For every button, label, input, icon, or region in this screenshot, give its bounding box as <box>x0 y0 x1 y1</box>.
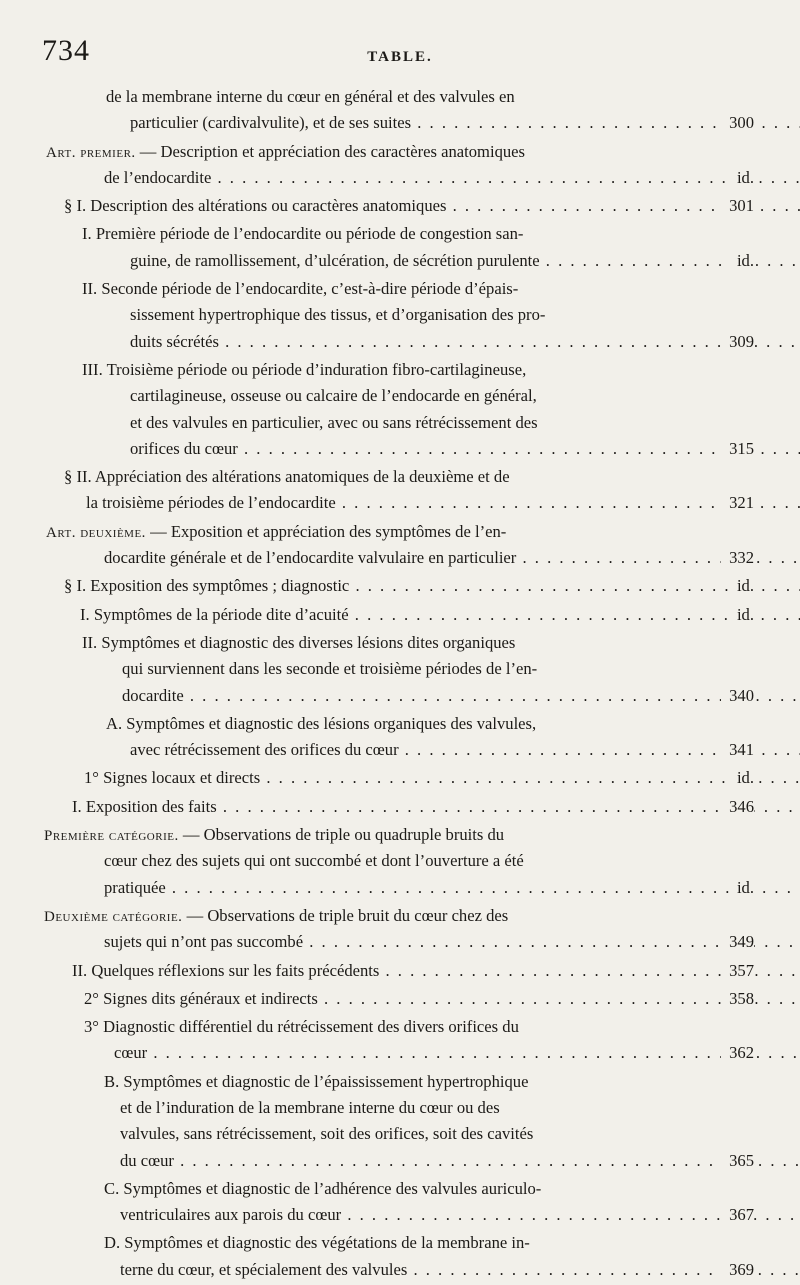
toc-entry <box>0 958 800 984</box>
toc-line-text: II. Symptômes et diagnostic des diverses lésions dites organiques <box>82 632 516 652</box>
toc-line <box>0 248 800 274</box>
toc-line <box>0 193 800 219</box>
toc-line <box>0 1148 800 1174</box>
toc-line <box>0 436 800 462</box>
toc-line <box>0 875 800 901</box>
toc-line-text: pratiquée . . . <box>104 878 800 897</box>
toc-line <box>0 630 800 656</box>
toc-line-text: — Observations de triple ou quadruple bruits du <box>178 825 505 845</box>
toc-line-text: — Exposition et appréciation des symptômes de l’en- <box>145 521 507 541</box>
toc-entry <box>0 464 800 517</box>
page-reference: id. <box>729 165 754 191</box>
toc-line-text: terne du cœur, et spécialement des valvules . . . <box>120 1260 800 1279</box>
page-reference: 300 <box>721 110 754 136</box>
section-label: Art. premier. <box>46 144 136 161</box>
toc-line <box>0 545 800 571</box>
toc-entry <box>0 794 800 820</box>
toc-line-text: orifices du cœur . . . <box>130 439 800 458</box>
toc-entry <box>0 711 800 764</box>
toc-line <box>0 1121 800 1147</box>
toc-entry <box>0 986 800 1012</box>
toc-line <box>0 110 800 136</box>
toc-line-text: particulier (cardivalvulite), et de ses suites . . . <box>130 113 800 132</box>
toc-line <box>0 794 800 820</box>
toc-line <box>0 383 800 409</box>
toc-line-text: du cœur . . . <box>120 1151 800 1170</box>
page-reference: 301 <box>721 193 754 219</box>
toc-entry <box>0 1230 800 1283</box>
toc-line-text: § I. Description des altérations ou caractères anatomiques . . . <box>64 196 800 215</box>
toc-line <box>0 848 800 874</box>
toc-line <box>0 165 800 191</box>
toc-line <box>0 602 800 628</box>
toc-entry <box>0 1014 800 1067</box>
toc-line-text: A. Symptômes et diagnostic des lésions organiques des valvules, <box>106 713 537 733</box>
toc-line <box>0 221 800 247</box>
toc-line <box>0 464 800 490</box>
toc-entry <box>0 276 800 355</box>
section-label: Art. deuxième. <box>46 524 146 541</box>
toc-line-text: guine, de ramollissement, d’ulcération, de sécrétion purulente . . . <box>130 251 800 270</box>
toc-line-text: valvules, sans rétrécissement, soit des orifices, soit des cavités <box>120 1124 534 1144</box>
toc-line <box>0 711 800 737</box>
page-reference: 358 <box>721 986 754 1012</box>
toc-line <box>0 1040 800 1066</box>
page-reference: id. <box>729 875 754 901</box>
toc-line-text: de l’endocardite . . . <box>104 168 800 187</box>
toc-line <box>0 519 800 545</box>
toc-entry <box>0 765 800 791</box>
toc-line-text: § II. Appréciation des altérations anatomiques de la deuxième et de <box>64 467 510 487</box>
toc-line <box>0 302 800 328</box>
page-number: 734 <box>42 34 90 67</box>
toc-line <box>0 490 800 516</box>
toc-line-text: II. Quelques réflexions sur les faits précédents . . . <box>72 961 800 980</box>
toc-line <box>0 1176 800 1202</box>
toc-entry <box>0 139 800 192</box>
toc-line-text: cœur . . . <box>114 1043 800 1062</box>
toc-entry <box>0 903 800 956</box>
toc-line-text: cartilagineuse, osseuse ou calcaire de l’endocarde en général, <box>130 386 537 406</box>
page-reference: 332 <box>721 545 754 571</box>
toc-line <box>0 656 800 682</box>
toc-line <box>0 929 800 955</box>
toc-line <box>0 737 800 763</box>
toc-line <box>0 1069 800 1095</box>
toc-line <box>0 765 800 791</box>
toc-line <box>0 1202 800 1228</box>
toc-line-text: et des valvules en particulier, avec ou sans rétrécissement des <box>130 412 538 432</box>
page-reference: id. <box>729 765 754 791</box>
toc-entry <box>0 822 800 901</box>
toc-line <box>0 410 800 436</box>
toc-line-text: qui surviennent dans les seconde et troisième périodes de l’en- <box>122 659 538 679</box>
toc-line <box>0 276 800 302</box>
toc-line <box>0 139 800 165</box>
toc-entry <box>0 1069 800 1174</box>
toc-entry <box>0 630 800 709</box>
toc-line-text: III. Troisième période ou période d’induration fibro-cartilagineuse, <box>82 359 527 379</box>
toc-line <box>0 329 800 355</box>
toc-line <box>0 1257 800 1283</box>
toc-line-text: duits sécrétés . . . <box>130 332 800 351</box>
toc-line <box>0 1230 800 1256</box>
page-reference: id. <box>729 602 754 628</box>
toc-line-text: § I. Exposition des symptômes ; diagnostic . . . <box>64 576 800 595</box>
toc-line-text: de la membrane interne du cœur en général et des valvules en <box>106 87 515 106</box>
toc-line <box>0 986 800 1012</box>
page-reference: 309 <box>721 329 754 355</box>
toc-line-text: sissement hypertrophique des tissus, et d’organisation des pro- <box>130 305 546 325</box>
page-reference: 369 <box>721 1257 754 1283</box>
page-reference: 349 <box>721 929 754 955</box>
page-reference: 341 <box>721 737 754 763</box>
toc-line-text: 1° Signes locaux et directs . . . <box>84 768 800 787</box>
toc-line-text: — Description et appréciation des caractères anatomiques <box>135 141 525 161</box>
toc-line-text: I. Première période de l’endocardite ou période de congestion san- <box>82 224 524 244</box>
toc-line <box>0 903 800 929</box>
toc-line-text: 2° Signes dits généraux et indirects . . . <box>84 989 800 1008</box>
toc-line <box>0 84 800 110</box>
toc-line-text: docardite générale et de l’endocardite valvulaire en particulier . . . <box>104 548 800 567</box>
toc-line-text: docardite . . . <box>122 686 800 705</box>
page-reference: 365 <box>721 1148 754 1174</box>
toc-line-text: cœur chez des sujets qui ont succombé et dont l’ouverture a été <box>104 851 524 871</box>
page-reference: 315 <box>721 436 754 462</box>
toc-line-text: et de l’induration de la membrane interne du cœur ou des <box>120 1097 500 1117</box>
toc-line <box>0 573 800 599</box>
toc-entry <box>0 193 800 219</box>
toc-entry <box>0 602 800 628</box>
toc-line <box>0 357 800 383</box>
toc-line-text: avec rétrécissement des orifices du cœur . . . <box>130 740 800 759</box>
page-reference: 362 <box>721 1040 754 1066</box>
toc-line-text: C. Symptômes et diagnostic de l’adhérence des valvules auriculo- <box>104 1178 542 1198</box>
toc-entry <box>0 1176 800 1229</box>
page-reference: 321 <box>721 490 754 516</box>
toc-entry <box>0 357 800 462</box>
toc-entry <box>0 221 800 274</box>
toc-line-text: I. Exposition des faits . . . <box>72 797 800 816</box>
toc-line-text: D. Symptômes et diagnostic des végétations de la membrane in- <box>104 1233 530 1253</box>
page-reference: 367 <box>721 1202 754 1228</box>
page-reference: id. <box>729 573 754 599</box>
toc-line <box>0 958 800 984</box>
toc-line <box>0 822 800 848</box>
toc-line-text: la troisième périodes de l’endocardite . . . <box>86 493 800 512</box>
toc-line-text: ventriculaires aux parois du cœur . . . <box>120 1205 800 1224</box>
toc-entry <box>0 84 800 137</box>
toc-entry <box>0 573 800 599</box>
page-reference: id. <box>729 248 754 274</box>
toc-line-text: 3° Diagnostic différentiel du rétrécissement des divers orifices du <box>84 1017 519 1037</box>
toc-line <box>0 683 800 709</box>
toc-line-text: sujets qui n’ont pas succombé . . . <box>104 932 800 951</box>
toc-line <box>0 1014 800 1040</box>
toc-entries <box>0 84 800 1285</box>
page-reference: 346 <box>721 794 754 820</box>
toc-line-text: I. Symptômes de la période dite d’acuité . . . <box>80 605 800 624</box>
toc-line <box>0 1095 800 1121</box>
toc-line-text: B. Symptômes et diagnostic de l’épaississement hypertrophique <box>104 1071 529 1091</box>
running-head: TABLE. <box>367 49 433 65</box>
section-label: Deuxième catégorie. <box>44 908 183 925</box>
page-reference: 357 <box>721 958 754 984</box>
section-label: Première catégorie. <box>44 828 179 845</box>
page-reference: 340 <box>721 683 754 709</box>
toc-line-text: II. Seconde période de l’endocardite, c’est-à-dire période d’épais- <box>82 279 519 299</box>
toc-line-text: — Observations de triple bruit du cœur chez des <box>182 905 509 925</box>
toc-entry <box>0 519 800 572</box>
